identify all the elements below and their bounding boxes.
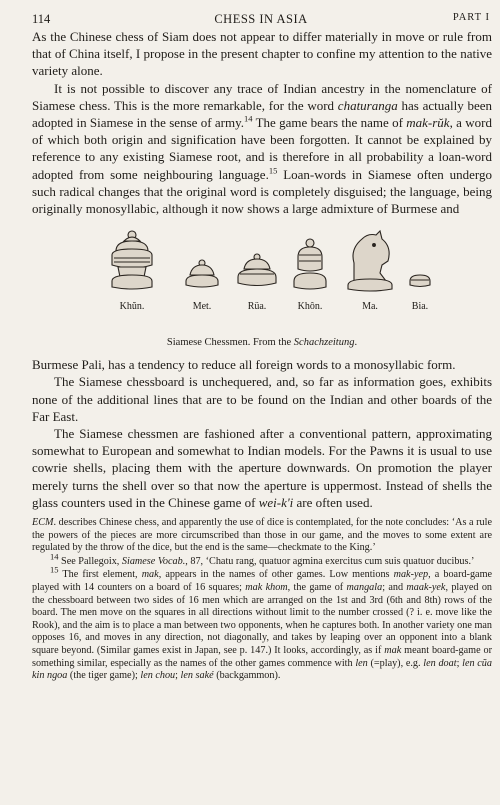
page-number: 114 xyxy=(32,12,51,26)
label-rua: Rüa. xyxy=(247,301,267,313)
label-met: Met. xyxy=(192,301,212,313)
ma-piece-icon xyxy=(348,231,392,291)
label-ma: Ma. xyxy=(362,301,378,313)
khon-piece-icon xyxy=(294,239,326,289)
term-chaturanga: chaturanga xyxy=(337,97,398,113)
chessmen-illustration xyxy=(32,225,492,305)
body-text-continued xyxy=(32,356,492,511)
footnote-continued: ECM. describes Chinese chess, and apparently the use of dice is contemplated, for the note concludes: ‘As a rule the powers of the pieces are more circumscribed than those in our game, and the moves to some extent are regulated by the throw of the dice, but the end is the same—checkmate to the King.’ xyxy=(32,517,492,554)
running-title: CHESS IN ASIA xyxy=(214,12,308,26)
paragraph-2: It is not possible to discover any trace of Indian ancestry in the nomenclature of Siamese chess. This is the more remarkable, for the word chaturanga has actually been adopted in Siamese in the sense of army.$^{14}$ The game bears the name of mak-rŭk, a word of which both origin and signification have been forgotten. It cannot be explained by reference to any existing Siamese root, and is therefore in all probability a loan-word adopted from some neighbouring language.$^{15}$ Loan-words in Siamese often undergo such radical changes that the original word is completely disguised; the language, being originally monosyllabic, although it now shows a large admixture of Burmese and xyxy=(32,80,493,217)
label-khun: Khŭn. xyxy=(119,301,145,313)
body-text xyxy=(32,28,492,217)
part-label: PART I xyxy=(452,12,490,23)
paragraph-3: Burmese Pali, has a tendency to reduce all foreign words to a monosyllabic form. xyxy=(32,357,456,373)
term-mak-ruk: mak-rŭk xyxy=(406,115,450,131)
met-piece-icon xyxy=(186,260,218,287)
label-khon: Khôn. xyxy=(297,301,323,313)
footnote-ref-15[interactable]: 15 xyxy=(268,165,278,176)
running-header xyxy=(32,6,490,28)
footnote-14: $^{14}$ See Pallegoix, Siamese Vocab., 87, ‘Chatu rang, quatuor agmina exercitus cum suis quatuor ducibus.’ xyxy=(50,551,475,567)
label-bia: Bia. xyxy=(411,301,429,313)
chessmen-figure xyxy=(32,225,492,335)
rua-piece-icon xyxy=(238,254,276,286)
footnote-15: $^{15}$ The first element, mak, appears in the names of other games. Low mentions mak-yep, a board-game played with 14 counters on a board of 16 squares; mak khom, the game of mangala; and maak-yek, played on the chessboard between two sides of 16 men which are arranged on the 1st and 3rd (6th and 8th) rows of the board. The men move on the squares in all directions without limit to the number crossed (? i. e. move like the Rook), and the aim is to place a man between two opponents, when he captures both. In another variety one man opposes 16, and moves in any direction, not diagonally, and takes by leaping over an opponent into a blank square beyond. (Similar games exist in Japan, see p. 147.) It looks, accordingly, as if mak meant board-game or something similar, especially as the names of the other games commence with len (=play), e.g. len doat; len cũa kin ngoa (the tiger game); len chou; len saké (backgammon). xyxy=(32,565,493,682)
footnote-ref-14[interactable]: 14 xyxy=(244,113,253,124)
figure-caption: Siamese Chessmen. From the Schachzeitung. xyxy=(166,337,358,349)
paragraph-4: The Siamese chessboard is unchequered, and, so far as information goes, exhibits none of the additional lines that are to be found on the Indian and other boards of the Far East. xyxy=(32,374,492,424)
paragraph-5: The Siamese chessmen are fashioned after a conventional pattern, approximating somewhat to European and somewhat to Indian models. For the Pawns it is usual to use cowrie shells, placing them with the aperture downwards. On promotion the player merely turns the shell over so that now the aperture is uppermost. Instead of shells the glass counters used in the Chinese game of wei-k'i are often used. xyxy=(32,426,492,510)
khun-piece-icon xyxy=(112,231,152,289)
footnotes xyxy=(32,517,492,683)
paragraph-1: As the Chinese chess of Siam does not appear to differ materially in move or rule from that of China itself, I propose in the present chapter to confine my attention to the native variety alone. xyxy=(32,29,492,79)
bia-piece-icon xyxy=(410,275,430,287)
term-wei-ki: wei-k'i xyxy=(258,494,294,510)
